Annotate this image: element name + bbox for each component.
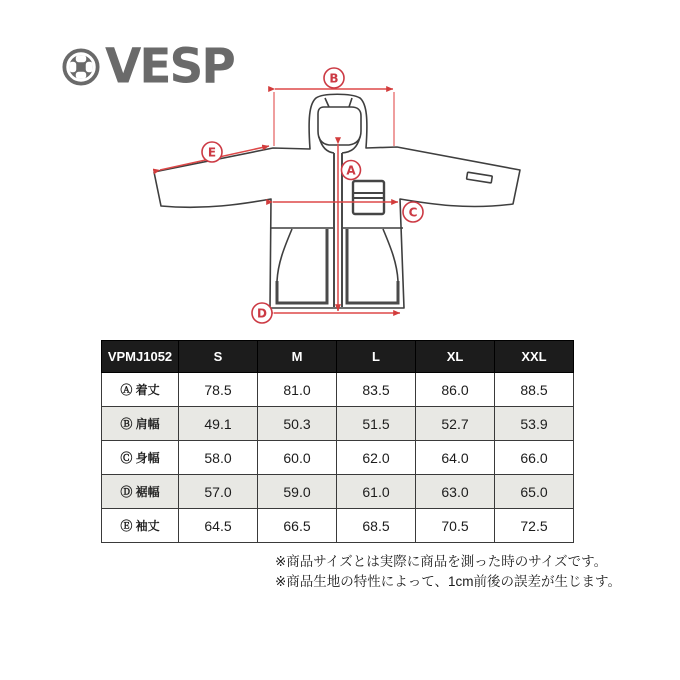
note-line: ※商品サイズとは実際に商品を測った時のサイズです。 xyxy=(275,554,608,569)
measure-label-c xyxy=(403,202,423,222)
table-row-chest xyxy=(102,441,574,475)
value-cell: 64.0 xyxy=(416,441,495,475)
table-row-hem xyxy=(102,475,574,509)
size-col-m: M xyxy=(258,341,337,373)
size-col-l: L xyxy=(337,341,416,373)
size-table xyxy=(101,340,574,543)
value-cell: 63.0 xyxy=(416,475,495,509)
value-cell: 50.3 xyxy=(258,407,337,441)
value-cell: 64.5 xyxy=(179,509,258,543)
size-col-xl: XL xyxy=(416,341,495,373)
size-notes xyxy=(275,552,621,592)
value-cell: 68.5 xyxy=(337,509,416,543)
value-cell: 66.0 xyxy=(495,441,574,475)
size-col-s: S xyxy=(179,341,258,373)
value-cell: 61.0 xyxy=(337,475,416,509)
value-cell: 60.0 xyxy=(258,441,337,475)
measure-name: Ⓑ 肩幅 xyxy=(102,407,179,441)
measure-name: Ⓔ 袖丈 xyxy=(102,509,179,543)
value-cell: 78.5 xyxy=(179,373,258,407)
svg-text:D: D xyxy=(257,306,267,321)
measure-label-a xyxy=(342,161,361,180)
measure-name: Ⓓ 裾幅 xyxy=(102,475,179,509)
svg-text:A: A xyxy=(346,163,356,178)
chest-pocket xyxy=(353,181,384,214)
size-table-header-row xyxy=(102,341,574,373)
value-cell: 81.0 xyxy=(258,373,337,407)
size-col-xxl: XXL xyxy=(495,341,574,373)
value-cell: 49.1 xyxy=(179,407,258,441)
measure-label-d xyxy=(252,303,272,323)
value-cell: 51.5 xyxy=(337,407,416,441)
svg-text:B: B xyxy=(329,71,339,86)
value-cell: 70.5 xyxy=(416,509,495,543)
value-cell: 58.0 xyxy=(179,441,258,475)
value-cell: 52.7 xyxy=(416,407,495,441)
value-cell: 62.0 xyxy=(337,441,416,475)
value-cell: 88.5 xyxy=(495,373,574,407)
measure-name: Ⓐ 着丈 xyxy=(102,373,179,407)
value-cell: 66.5 xyxy=(258,509,337,543)
value-cell: 65.0 xyxy=(495,475,574,509)
note-line: ※商品生地の特性によって、1cm前後の誤差が生じます。 xyxy=(275,574,621,589)
svg-text:E: E xyxy=(207,145,217,160)
measure-label-b xyxy=(324,68,344,88)
measure-label-e xyxy=(202,142,222,162)
svg-text:C: C xyxy=(408,205,418,220)
measure-name: Ⓒ 身幅 xyxy=(102,441,179,475)
value-cell: 57.0 xyxy=(179,475,258,509)
value-cell: 86.0 xyxy=(416,373,495,407)
brand-name: VESP xyxy=(105,38,234,95)
jacket-measurement-diagram xyxy=(140,58,560,338)
table-row-sleeve xyxy=(102,509,574,543)
model-number-cell: VPMJ1052 xyxy=(102,341,179,373)
value-cell: 72.5 xyxy=(495,509,574,543)
jacket-outline xyxy=(154,94,520,308)
brand-emblem-icon xyxy=(62,48,100,86)
value-cell: 53.9 xyxy=(495,407,574,441)
value-cell: 83.5 xyxy=(337,373,416,407)
value-cell: 59.0 xyxy=(258,475,337,509)
table-row-shoulder xyxy=(102,407,574,441)
table-row-length xyxy=(102,373,574,407)
